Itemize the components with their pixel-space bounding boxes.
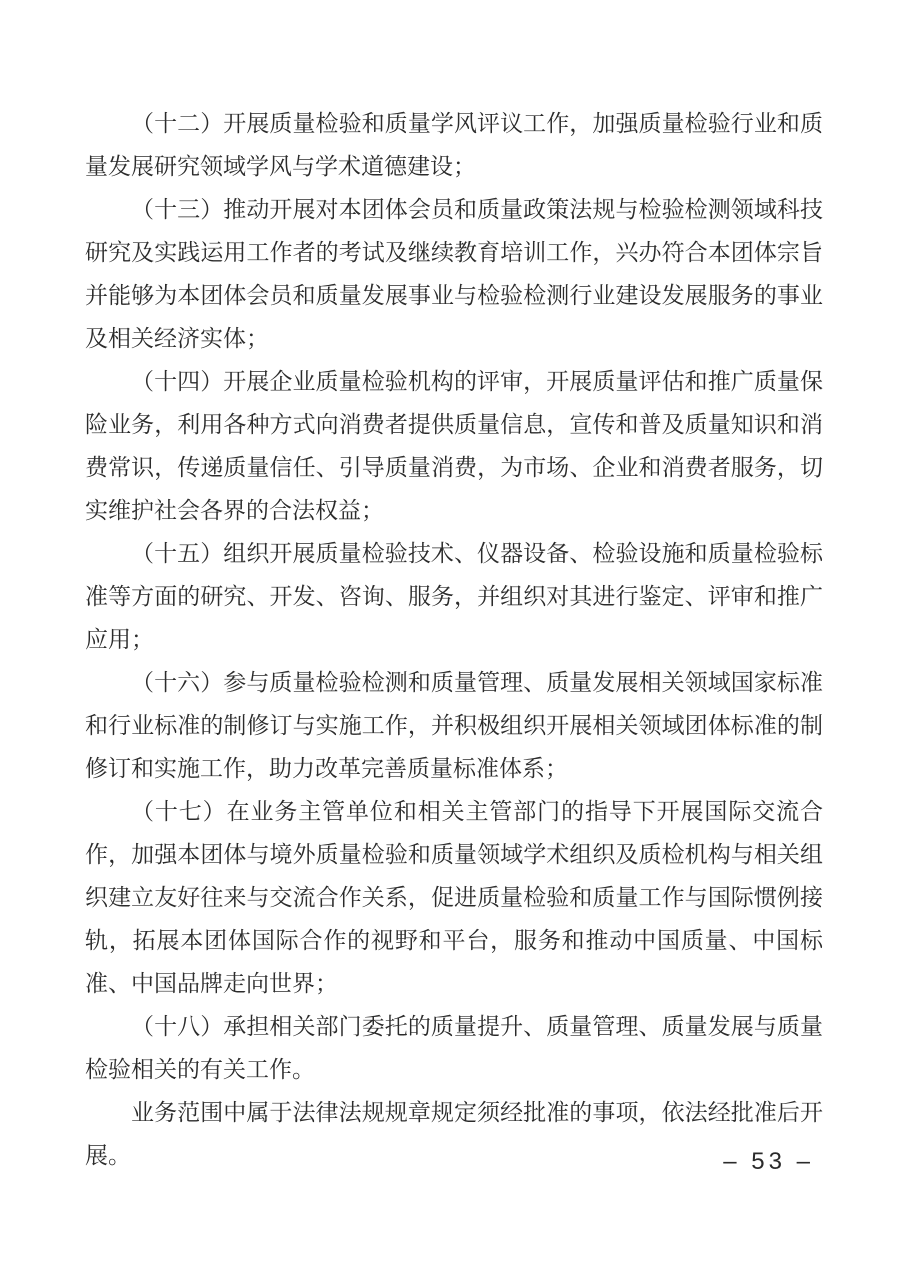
paragraph-item-12: （十二）开展质量检验和质量学风评议工作，加强质量检验行业和质量发展研究领域学风与学术道德建设； xyxy=(85,111,823,179)
page-number: – 53 – xyxy=(723,1148,814,1175)
paragraph-item-15: （十五）组织开展质量检验技术、仪器设备、检验设施和质量检验标准等方面的研究、开发、咨询、服务，并组织对其进行鉴定、评审和推广应用； xyxy=(85,541,823,652)
paragraph-item-18: （十八）承担相关部门委托的质量提升、质量管理、质量发展与质量检验相关的有关工作。 xyxy=(85,1014,823,1082)
paragraph-item-14: （十四）开展企业质量检验机构的评审，开展质量评估和推广质量保险业务，利用各种方式向消费者提供质量信息，宣传和普及质量知识和消费常识，传递质量信任、引导质量消费，为市场、企业和消费者服务，切实维护社会各界的合法权益； xyxy=(85,369,823,523)
paragraph-item-13: （十三）推动开展对本团体会员和质量政策法规与检验检测领域科技研究及实践运用工作者的考试及继续教育培训工作，兴办符合本团体宗旨并能够为本团体会员和质量发展事业与检验检测行业建设发展服务的事业及相关经济实体； xyxy=(85,197,823,351)
document-body xyxy=(85,102,823,1177)
paragraph-item-16: （十六）参与质量检验检测和质量管理、质量发展相关领域国家标准和行业标准的制修订与实施工作，并积极组织开展相关领域团体标准的制修订和实施工作，助力改革完善质量标准体系； xyxy=(85,670,823,781)
paragraph-closing: 业务范围中属于法律法规规章规定须经批准的事项，依法经批准后开展。 xyxy=(85,1100,823,1168)
paragraph-item-17: （十七）在业务主管单位和相关主管部门的指导下开展国际交流合作，加强本团体与境外质量检验和质量领域学术组织及质检机构与相关组织建立友好往来与交流合作关系，促进质量检验和质量工作与国际惯例接轨，拓展本团体国际合作的视野和平台，服务和推动中国质量、中国标准、中国品牌走向世界； xyxy=(85,799,823,996)
